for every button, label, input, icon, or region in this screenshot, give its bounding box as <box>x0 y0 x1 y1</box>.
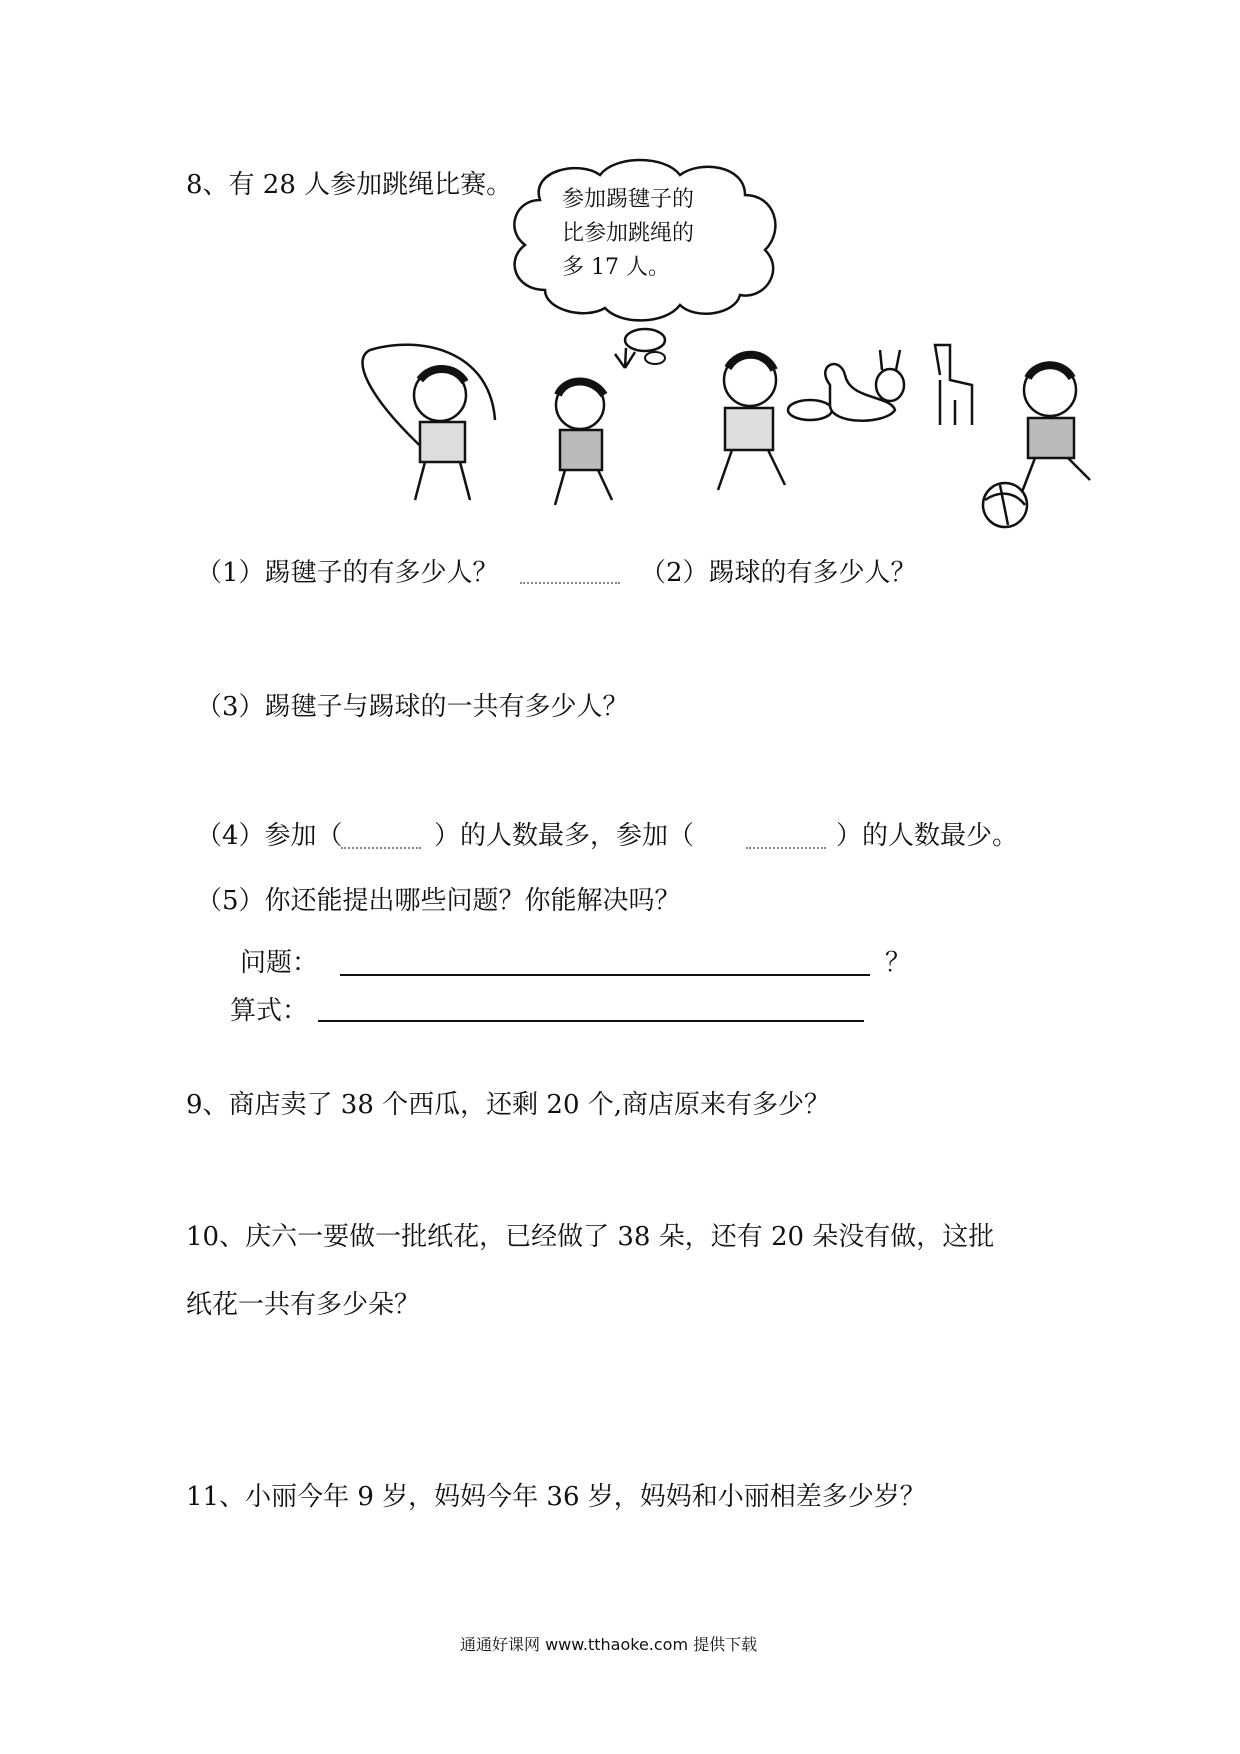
q8-sub4-mid: ）的人数最多，参加（ <box>434 821 695 851</box>
formula-label: 算式： <box>230 996 309 1026</box>
children-playing-illustration <box>360 340 1200 540</box>
q8-sub4-suffix: ）的人数最少。 <box>836 821 1019 851</box>
q8-sub1: （1）踢毽子的有多少人？ <box>196 558 499 588</box>
q8-title: 8、有 28 人参加跳绳比赛。 <box>186 170 513 200</box>
question-mark: ？ <box>885 948 912 978</box>
bubble-line-2: 比参加跳绳的 <box>562 221 695 246</box>
formula-answer-line[interactable] <box>318 1020 864 1022</box>
q10-line2: 纸花一共有多少朵？ <box>186 1290 421 1320</box>
q8-sub2: （2）踢球的有多少人？ <box>640 558 917 588</box>
q8-sub3: （3）踢毽子与踢球的一共有多少人？ <box>196 692 629 722</box>
q8-sub4-prefix: （4）参加（ <box>196 821 343 851</box>
q11-text: 11、小丽今年 9 岁，妈妈今年 36 岁，妈妈和小丽相差多少岁？ <box>186 1482 926 1512</box>
q8-sub1-answer-space <box>520 582 620 584</box>
q8-sub4-blank-1[interactable] <box>341 847 421 849</box>
bubble-line-1: 参加踢毽子的 <box>562 187 695 212</box>
q9-text: 9、商店卖了 38 个西瓜，还剩 20 个,商店原来有多少？ <box>186 1090 831 1120</box>
footer-credit: 通通好课网 www.tthaoke.com 提供下载 <box>460 1635 758 1654</box>
question-label: 问题： <box>240 948 319 978</box>
question-answer-line[interactable] <box>340 974 870 976</box>
q8-sub4-blank-2[interactable] <box>746 847 826 849</box>
q10-line1: 10、庆六一要做一批纸花，已经做了 38 朵，还有 20 朵没有做，这批 <box>186 1222 995 1252</box>
bubble-line-3: 多 17 人。 <box>562 255 670 280</box>
q8-sub5: （5）你还能提出哪些问题？你能解决吗？ <box>196 886 681 916</box>
